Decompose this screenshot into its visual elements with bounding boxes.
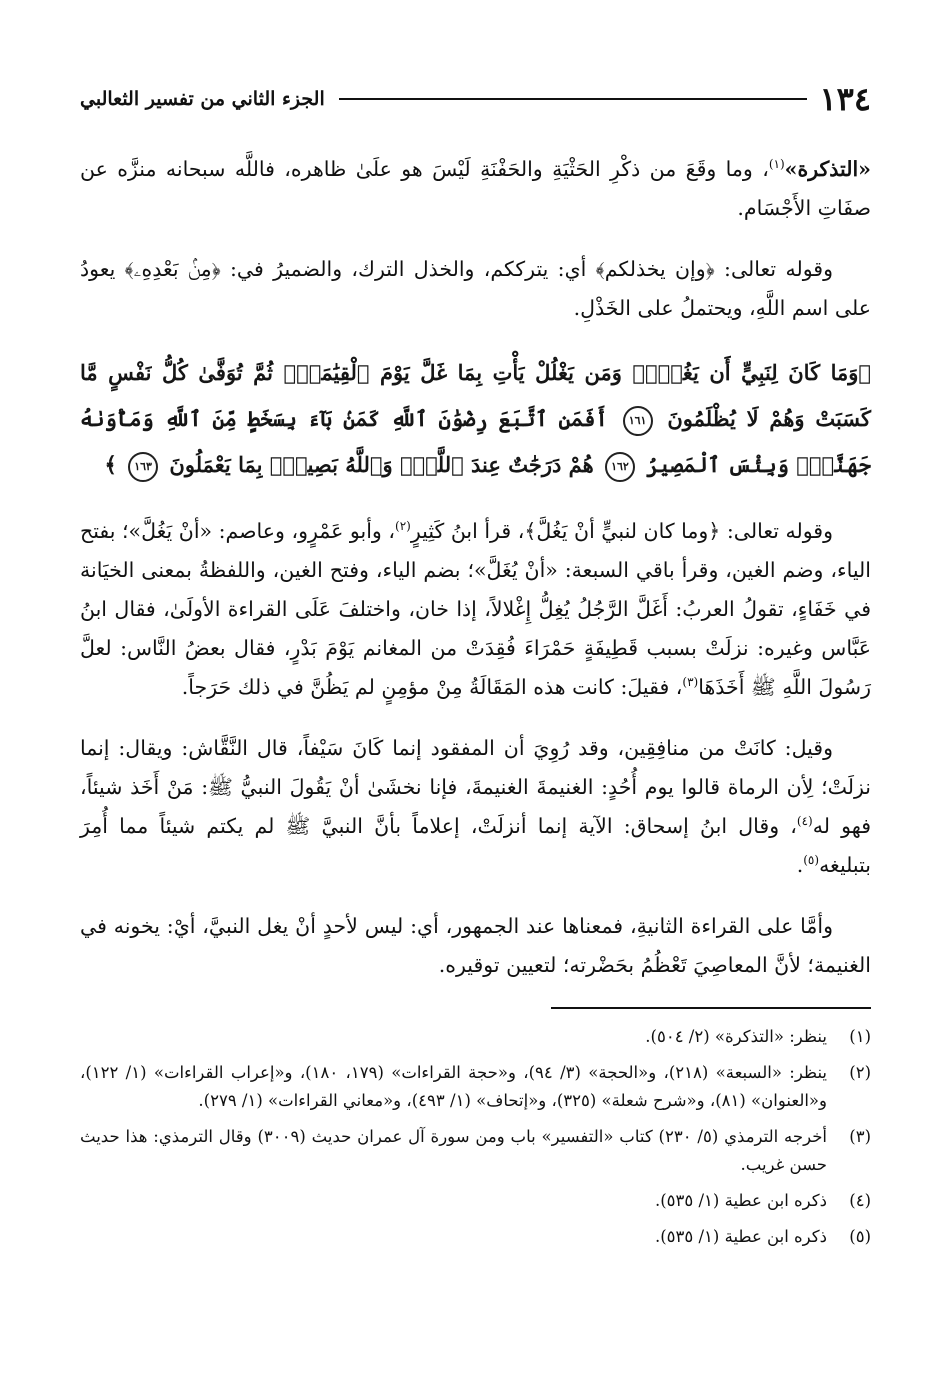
verse-text-162: أَفَمَنِ ٱتَّبَعَ رِضْوَٰنَ ٱللَّهِ كَمَنۢ بَآءَ بِسَخَطٍ مِّنَ ٱللَّهِ وَمَأْوَىٰهُ جَهَنَّمُۚ وَبِئْسَ ٱلْمَصِيرُ	[80, 406, 871, 477]
book-title-ref: «التذكرة»	[784, 157, 871, 181]
footnote-number: (٤)	[849, 1191, 871, 1210]
paragraph-text: ، وأبو عَمْرٍو، وعاصم: «أنْ يَغُلَّ»؛ بفتح الياء، وضم الغين، وقرأ باقي السبعة: «أنْ يُغَلَّ»؛ بضم الياء، وفتح الغين، واللفظةُ بمعنى الخيَانة في خَفَاءٍ، تقولُ العربُ: أَغَلَّ الرَّجُلُ يُغِلُّ إِغْلالاً، إذا خان، واختلفَ عَلَى القراءة الأولَىٰ، فقال ابنُ عَبَّاس وغيره: نزلَتْ بسبب قَطِيفَةٍ حَمْرَاءَ فُقِدَتْ من المغانم يَوْمَ بَدْرٍ، فقال بعضُ النَّاس: لعلَّ رَسُولَ اللَّهِ ﷺ أَخَذَهَا	[80, 519, 871, 699]
paragraph-text: .	[796, 853, 804, 877]
footnote-item	[80, 1187, 871, 1215]
footnote-number: (١)	[849, 1027, 871, 1046]
ayah-number-162: ١٦٢	[605, 452, 635, 482]
paragraph-4	[80, 729, 871, 885]
footnotes	[80, 1023, 871, 1251]
verse-text-161: ﴿وَمَا كَانَ لِنَبِيٍّ أَن يَغُلَّۚ وَمَن يَغْلُلْ يَأْتِ بِمَا غَلَّ يَوْمَ ٱلْقِيَٰمَةِۚ ثُمَّ تُوَفَّىٰ كُلُّ نَفْسٍ مَّا كَسَبَتْ وَهُمْ لَا يُظْلَمُونَ	[80, 360, 872, 431]
main-text	[80, 150, 871, 985]
footnote-ref: (٤)	[796, 814, 813, 829]
paragraph-text: وقوله تعالى: ﴿وما كان لنبيٍّ أنْ يَغُلَّ﴾، قرأ ابنُ كَثِيرٍ	[410, 519, 833, 543]
footnote-text: أخرجه الترمذي (٥/ ٢٣٠) كتاب «التفسير» باب ومن سورة آل عمران حديث (٣٠٠٩) وقال الترمذي: هذا حديث حسن غريب.	[80, 1127, 827, 1174]
paragraph-text: وقيل: كانَتْ من منافِقِين، وقد رُوِيَ أن المفقود إنما كَانَ سَيْفاً، قال النَّقَّاش: ويقال: إنما نزلَتْ؛ لِأن الرماة قالوا يوم أُحُدٍ: الغنيمةَ الغنيمةَ، فإنا نخشَىٰ أنْ يَقُولَ النبيُّ ﷺ: مَنْ أَخَذ شيئاً، فهو له	[80, 736, 871, 838]
paragraph-2: وقوله تعالى: ﴿وإن يخذلكم﴾ أي: يترككم، والخذل الترك، والضميرُ في: ﴿مِنۢ بَعْدِهِۦ﴾ يعودُ على اسم اللَّهِ، ويحتملُ على الخَذْلِ.	[80, 257, 871, 320]
header-rule	[339, 98, 808, 100]
footnote-item	[80, 1023, 871, 1051]
footnote-text: ذكره ابن عطية (١/ ٥٣٥).	[654, 1227, 827, 1246]
footnote-ref: (١)	[768, 157, 785, 172]
footnote-item	[80, 1059, 871, 1115]
footnote-number: (٢)	[849, 1063, 871, 1082]
page-number: ١٣٤	[819, 80, 871, 118]
paragraph-3	[80, 512, 871, 707]
footnote-item	[80, 1223, 871, 1251]
footnote-separator	[551, 1007, 871, 1009]
footnote-number: (٥)	[849, 1227, 871, 1246]
footnote-item	[80, 1123, 871, 1179]
footnote-text: ينظر: «التذكرة» (٢/ ٥٠٤).	[645, 1027, 827, 1046]
verse-close-bracket: ﴾	[104, 452, 117, 477]
running-title: الجزء الثاني من تفسير الثعالبي	[80, 88, 325, 110]
paragraph-1	[80, 150, 871, 228]
footnote-ref: (٣)	[682, 675, 699, 690]
footnote-number: (٣)	[849, 1127, 871, 1146]
book-page	[80, 74, 871, 1344]
paragraph-text: ، وما وقَعَ من ذكْرِ الحَثْيَةِ والحَفْنَةِ لَيْسَ هو علَىٰ ظاهره، فاللَّه سبحانه منزَّه عن صفَاتِ الأَجْسَام.	[80, 157, 871, 220]
footnote-text: ينظر: «السبعة» (٢١٨)، و«الحجة» (٣/ ٩٤)، و«حجة القراءات» (١٧٩، ١٨٠)، و«إعراب القراءات» (١/ ١٢٢)، و«العنوان» (٨١)، و«شرح شعلة» (٣٢٥)، و«إتحاف» (١/ ٤٩٣)، و«معاني القراءات» (١/ ٢٧٩).	[80, 1063, 828, 1110]
footnote-text: ذكره ابن عطية (١/ ٥٣٥).	[654, 1191, 827, 1210]
page-header	[80, 74, 871, 124]
quran-verse	[80, 350, 871, 488]
ayah-number-161: ١٦١	[623, 406, 653, 436]
footnote-ref: (٥)	[803, 853, 820, 868]
verse-text-163: هُمْ دَرَجَٰتٌ عِندَ ٱللَّهِۗ وَٱللَّهُ بَصِيرٌۢ بِمَا يَعْمَلُونَ	[169, 452, 594, 477]
footnote-ref: (٢)	[395, 519, 411, 534]
ayah-number-163: ١٦٣	[128, 452, 158, 482]
paragraph-text: ، وقال ابنُ إسحاق: الآية إنما أنزلَتْ، إعلاماً بأنَّ النبيَّ ﷺ لم يكتم شيئاً مما أُمِرَ بتبليغه	[80, 814, 871, 877]
paragraph-5: وأمَّا على القراءة الثانيةِ، فمعناها عند الجمهور، أي: ليس لأحدٍ أنْ يغل النبيَّ، أيْ: يخونه في الغنيمة؛ لأنَّ المعاصِيَ تَعْظُمُ بحَضْرته؛ لتعيين توقيره.	[80, 914, 871, 977]
paragraph-text: ، فقيلَ: كانت هذه المَقَالَةُ مِنْ مؤمِنٍ لم يَظُنَّ في ذلك حَرَجاً.	[181, 675, 683, 699]
